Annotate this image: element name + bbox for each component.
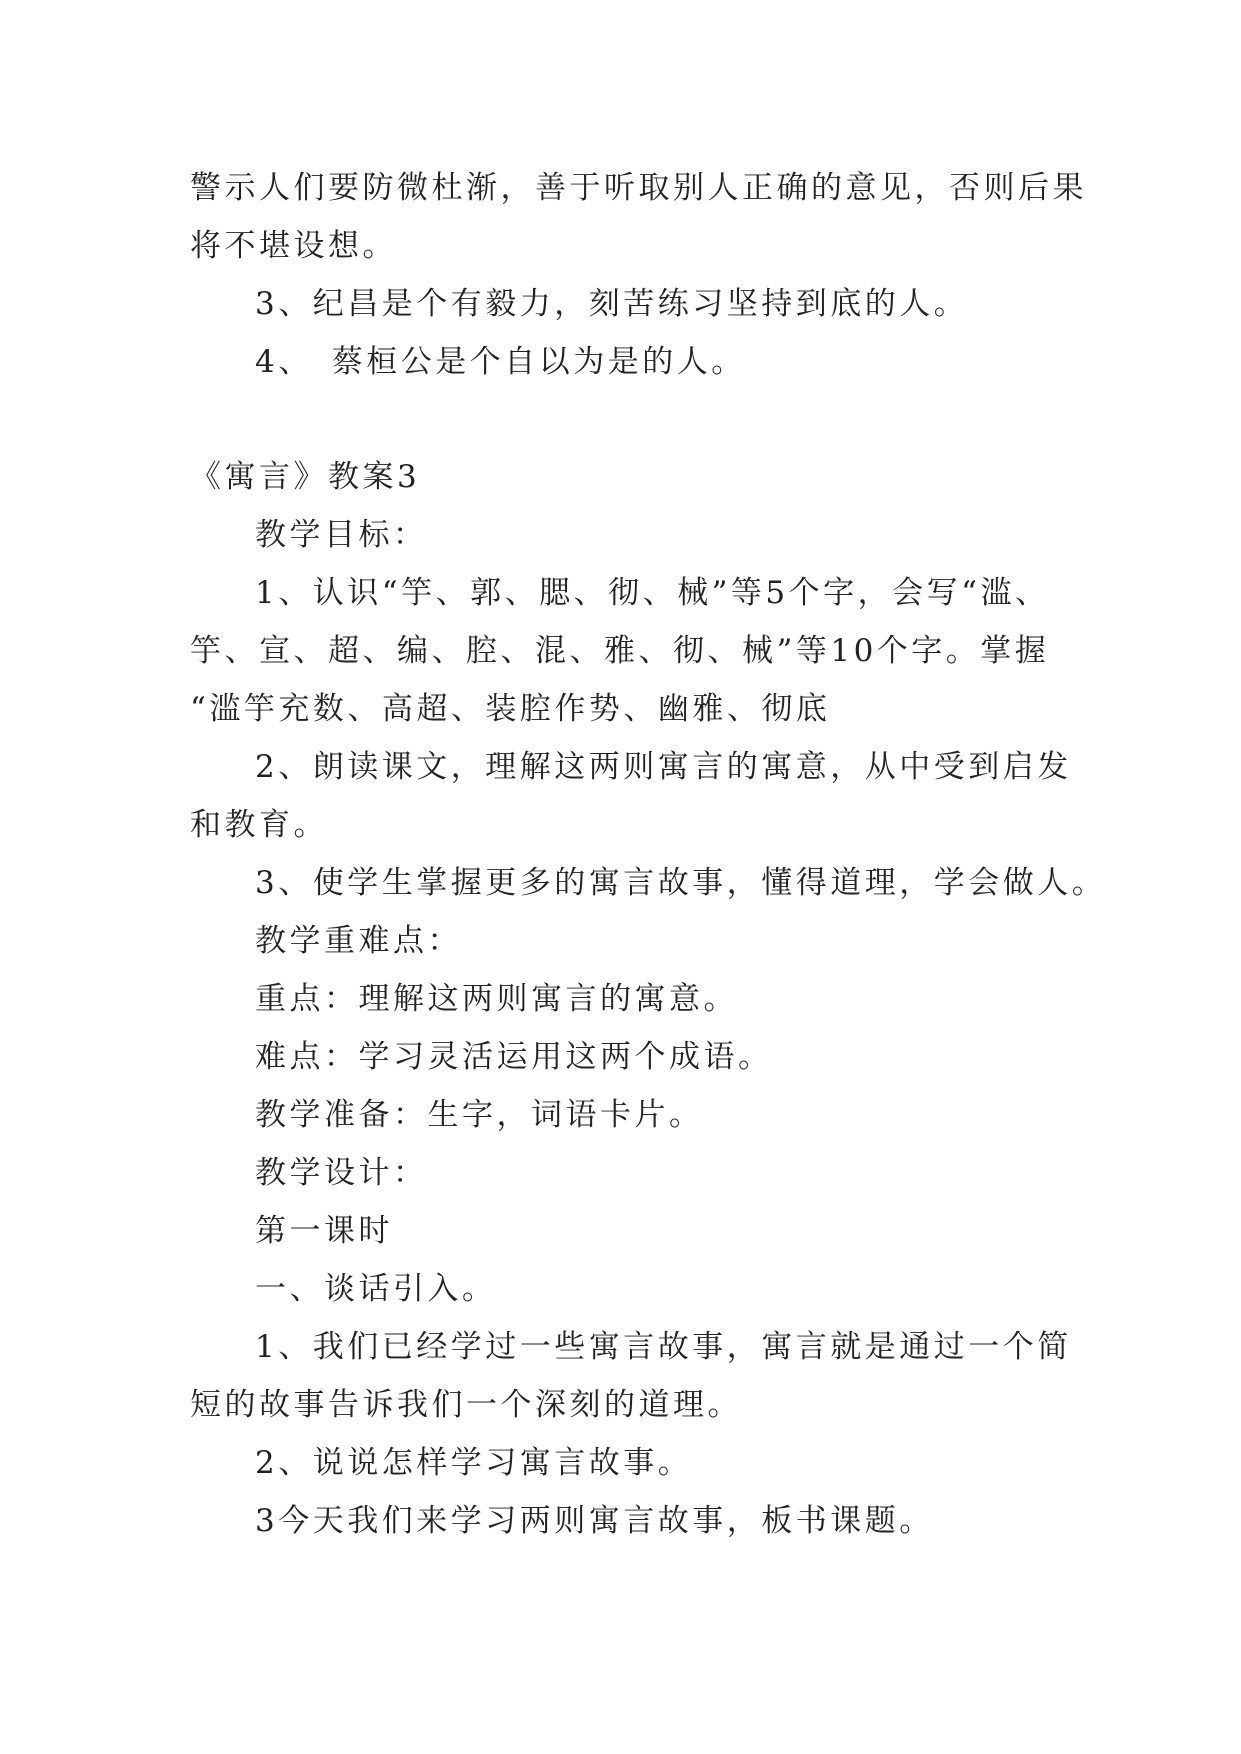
goal-item-1-cont: “滥竽充数、高超、装腔作势、幽雅、彻底 [190, 691, 831, 727]
heading-key-points: 教学重难点： [255, 923, 462, 959]
step-1-heading: 一、谈话引入。 [255, 1271, 497, 1307]
paragraph-line: 警示人们要防微杜渐，善于听取别人正确的意见，否则后果 [190, 170, 1087, 206]
list-item-4: 4、 蔡桓公是个自以为是的人。 [255, 344, 746, 380]
heading-first-lesson: 第一课时 [255, 1213, 393, 1249]
heading-teaching-goals: 教学目标： [255, 517, 428, 553]
goal-item-1-cont: 竽、宣、超、编、腔、混、雅、彻、械”等10个字。掌握 [190, 633, 1050, 669]
paragraph-line: 将不堪设想。 [190, 228, 397, 264]
teaching-prep: 教学准备：生字，词语卡片。 [255, 1097, 704, 1133]
step-item-1: 1、我们已经学过一些寓言故事，寓言就是通过一个简 [255, 1329, 1072, 1365]
goal-item-1: 1、认识“竽、郭、腮、彻、械”等5个字，会写“滥、 [255, 575, 1050, 611]
key-point: 重点：理解这两则寓言的寓意。 [255, 981, 738, 1017]
section-title: 《寓言》教案3 [190, 459, 421, 495]
step-item-2: 2、说说怎样学习寓言故事。 [255, 1445, 693, 1481]
difficult-point: 难点：学习灵活运用这两个成语。 [255, 1039, 773, 1075]
goal-item-3: 3、使学生掌握更多的寓言故事，懂得道理，学会做人。 [255, 865, 1107, 901]
goal-item-2-cont: 和教育。 [190, 807, 328, 843]
goal-item-2: 2、朗读课文，理解这两则寓言的寓意，从中受到启发 [255, 749, 1072, 785]
step-item-1-cont: 短的故事告诉我们一个深刻的道理。 [190, 1387, 742, 1423]
step-item-3: 3今天我们来学习两则寓言故事，板书课题。 [255, 1503, 934, 1539]
list-item-3: 3、纪昌是个有毅力，刻苦练习坚持到底的人。 [255, 286, 969, 322]
heading-teaching-design: 教学设计： [255, 1155, 428, 1191]
